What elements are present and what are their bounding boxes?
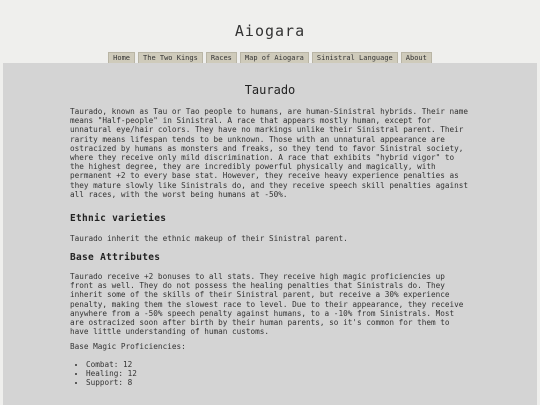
site-title: Aiogara bbox=[234, 22, 306, 40]
list-item: • Combat: 12 bbox=[86, 360, 486, 369]
intro-paragraph: Taurado, known as Tau or Tao people to humans, are human-Sinistral hybrids. Their name means "Half-people" in Sinistral. A race that appears mostly human, except for unnatural eye/hair colors. They have no markings unlike their Sinistral parent. Their rarity means lifespan tends to be unknown. Those with an unnatural appearance are ostracized by humans as monsters and freaks, so they tend to favor Sinistral society, where they receive only mild discrimination. A race that exhibits "hybrid vigor" to the highest degree, they are incredibly powerful physically and magically, with permanent +2 to every base stat. However, they receive heavy experience penalties as they mature slowly like Sinistrals do, and they receive speech skill penalties against all races, with the worst being humans at -50%. bbox=[70, 107, 469, 199]
nav-link-about[interactable]: About bbox=[401, 52, 432, 65]
page-title: Taurado bbox=[244, 83, 296, 97]
nav-link-map[interactable]: Map of Aiogara bbox=[240, 52, 309, 65]
nav-link-the-two-kings[interactable]: The Two Kings bbox=[138, 52, 203, 65]
magic-proficiencies-label: Base Magic Proficiencies: bbox=[70, 342, 186, 351]
nav-link-sinistral-language[interactable]: Sinistral Language bbox=[312, 52, 398, 65]
list-item: • Support: 8 bbox=[86, 378, 486, 387]
content-panel bbox=[3, 63, 537, 405]
ethnic-varieties-heading: Ethnic varieties bbox=[70, 213, 167, 224]
nav-link-races[interactable]: Races bbox=[206, 52, 237, 65]
ethnic-varieties-text: Taurado inherit the ethnic makeup of their Sinistral parent. bbox=[70, 234, 348, 243]
nav-link-home[interactable]: Home bbox=[108, 52, 135, 65]
magic-proficiencies-list bbox=[70, 360, 486, 388]
base-attributes-text: Taurado receive +2 bonuses to all stats. They receive high magic proficiencies up front as well. They do not possess the healing penalties that Sinistrals do. They inherit some of the skills of their Sinistral parent, but receive a 30% experience penalty, making them the slowest race to level. Due to their appearance, they receive anywhere from a -50% speech penalty against humans, to a -10% from Sinistrals. Most are ostracized soon after birth by their human parents, so it's common for them to have little understanding of human customs. bbox=[70, 272, 464, 337]
base-attributes-heading: Base Attributes bbox=[70, 252, 161, 263]
list-item: • Healing: 12 bbox=[86, 369, 486, 378]
